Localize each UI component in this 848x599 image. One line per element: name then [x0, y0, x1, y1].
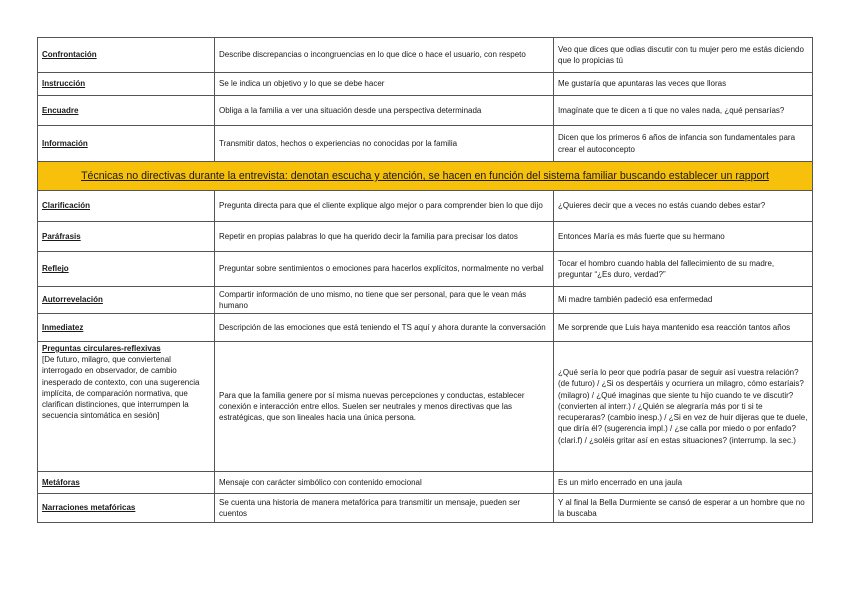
table-row	[38, 96, 813, 126]
technique-definition: Compartir información de uno mismo, no tiene que ser personal, para que le vean más humano	[215, 287, 554, 314]
technique-example: Me gustaría que apuntaras las veces que lloras	[554, 73, 813, 96]
technique-definition: Pregunta directa para que el cliente explique algo mejor o para comprender bien lo que dijo	[215, 191, 554, 222]
technique-example: Tocar el hombro cuando habla del fallecimiento de su madre, preguntar “¿Es duro, verdad?”	[554, 252, 813, 287]
table-row	[38, 73, 813, 96]
table-row	[38, 287, 813, 314]
techniques-table	[37, 37, 813, 523]
technique-definition: Descripción de las emociones que está teniendo el TS aquí y ahora durante la conversación	[215, 314, 554, 342]
technique-term: Encuadre	[38, 96, 215, 126]
technique-definition: Para que la familia genere por sí misma nuevas percepciones y conductas, establecer conexión e interacción entre ellos. Suelen ser neutrales y menos directivas que las estratégicas, que son lineales hacia una única persona.	[215, 342, 554, 472]
technique-term: Narraciones metafóricas	[38, 494, 215, 523]
table-row	[38, 494, 813, 523]
technique-term: Autorrevelación	[38, 287, 215, 314]
technique-definition: Obliga a la familia a ver una situación desde una perspectiva determinada	[215, 96, 554, 126]
technique-example: ¿Quieres decir que a veces no estás cuando debes estar?	[554, 191, 813, 222]
table-row	[38, 252, 813, 287]
technique-term: Clarificación	[38, 191, 215, 222]
technique-example: Mi madre también padeció esa enfermedad	[554, 287, 813, 314]
technique-example: Es un mirlo encerrado en una jaula	[554, 472, 813, 494]
technique-example: ¿Qué sería lo peor que podría pasar de seguir así vuestra relación? (de futuro) / ¿Si os despertáis y ocurriera un milagro, cómo estaríais? (milagro) / ¿Qué imaginas que siente tu hijo cuando te ve discutir? (convierten al interr.) / ¿Quién se alegraría más por ti si te recuperaras? (cambio inesp.) / ¿Si en vez de huir dijeras que te duele, que diría él? (sugerencia impl.) / ¿se calla por miedo o por enfado? (clari.f) / ¿soléis gritar así en estas situaciones? (interrump. la sec.)	[554, 342, 813, 472]
technique-term: Instrucción	[38, 73, 215, 96]
section-header-row	[38, 162, 813, 191]
circular-term: Preguntas circulares-reflexivas	[42, 344, 161, 353]
circular-detail: [De futuro, milagro, que conviertenal interrogado en observador, de cambio inesperado de contexto, con una sugerencia implícita, de comparación normativa, que clarifican distinciones, que interrumpen la secuencia sintomática en sesión]	[42, 355, 200, 421]
technique-example: Y al final la Bella Durmiente se cansó de esperar a un hombre que no la buscaba	[554, 494, 813, 523]
table-row	[38, 126, 813, 162]
table-row	[38, 222, 813, 252]
table-row	[38, 38, 813, 73]
technique-definition: Transmitir datos, hechos o experiencias no conocidas por la familia	[215, 126, 554, 162]
technique-example: Dicen que los primeros 6 años de infancia son fundamentales para crear el autoconcepto	[554, 126, 813, 162]
technique-term: Información	[38, 126, 215, 162]
technique-term: Confrontación	[38, 38, 215, 73]
technique-term	[38, 342, 215, 472]
technique-definition: Describe discrepancias o incongruencias en lo que dice o hace el usuario, con respeto	[215, 38, 554, 73]
technique-term: Metáforas	[38, 472, 215, 494]
technique-example: Veo que dices que odias discutir con tu mujer pero me estás diciendo que lo propicias tú	[554, 38, 813, 73]
technique-definition: Preguntar sobre sentimientos o emociones para hacerlos explícitos, normalmente no verbal	[215, 252, 554, 287]
technique-term: Paráfrasis	[38, 222, 215, 252]
technique-definition: Se le indica un objetivo y lo que se debe hacer	[215, 73, 554, 96]
table-row	[38, 314, 813, 342]
table-row	[38, 191, 813, 222]
technique-definition: Repetir en propias palabras lo que ha querido decir la familia para precisar los datos	[215, 222, 554, 252]
technique-term: Inmediatez	[38, 314, 215, 342]
section-header: Técnicas no directivas durante la entrevista: denotan escucha y atención, se hacen en función del sistema familiar buscando establecer un rapport	[38, 162, 813, 191]
technique-definition: Se cuenta una historia de manera metafórica para transmitir un mensaje, pueden ser cuentos	[215, 494, 554, 523]
table-row-circular	[38, 342, 813, 472]
technique-example: Me sorprende que Luis haya mantenido esa reacción tantos años	[554, 314, 813, 342]
technique-definition: Mensaje con carácter simbólico con contenido emocional	[215, 472, 554, 494]
table-row	[38, 472, 813, 494]
technique-term: Reflejo	[38, 252, 215, 287]
technique-example: Entonces María es más fuerte que su hermano	[554, 222, 813, 252]
technique-example: Imagínate que te dicen a ti que no vales nada, ¿qué pensarías?	[554, 96, 813, 126]
